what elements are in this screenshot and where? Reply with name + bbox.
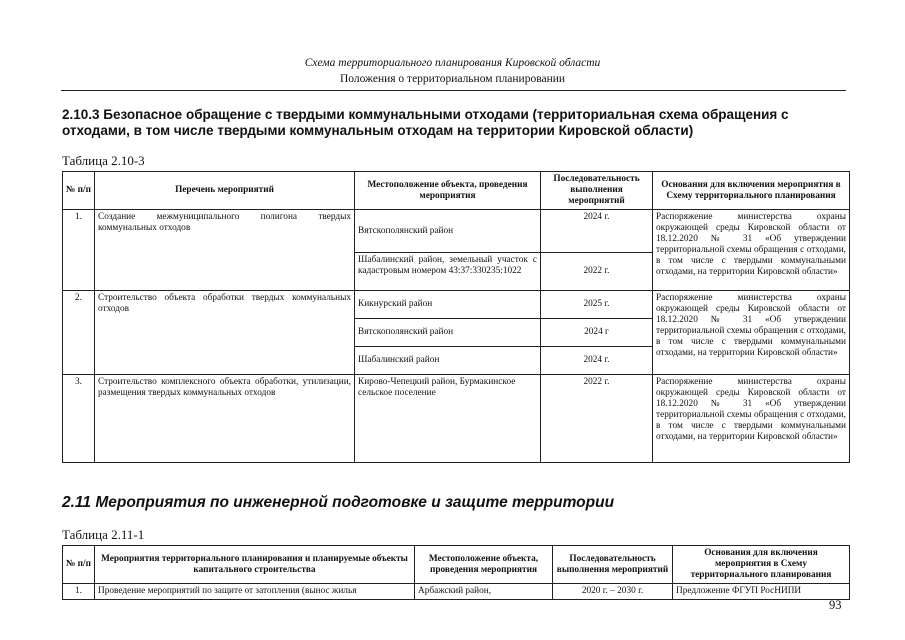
table-row xyxy=(63,375,850,463)
row-year: 2024 г. xyxy=(541,347,653,375)
row-num: 1. xyxy=(63,210,95,291)
row-measure: Строительство объекта обработки твердых коммунальных отходов xyxy=(95,291,355,375)
col-header-location: Местоположение объекта, проведения мероприятия xyxy=(355,172,541,210)
col-header-basis: Основания для включения мероприятия в Схему территориального планирования xyxy=(673,546,850,584)
table-2-11-1 xyxy=(62,545,850,600)
table-header-row xyxy=(63,546,850,584)
row-location: Кикнурский район xyxy=(355,291,541,319)
row-basis: Распоряжение министерства охраны окружающей среды Кировской области от 18.12.2020 № 31 «Об утверждении территориальной схемы обращения с отходами, в том числе с твердыми коммунальными отходами, на территории Кировской области» xyxy=(653,375,850,463)
section-heading-2-10-3: 2.10.3 Безопасное обращение с твердыми коммунальными отходами (территориальная схема обращения с отходами, в том числе твердыми коммунальным отходам на территории Кировской области) xyxy=(62,107,789,138)
row-basis: Распоряжение министерства охраны окружающей среды Кировской области от 18.12.2020 № 31 «Об утверждении территориальной схемы обращения с отходами, в том числе с твердыми коммунальными отходами, на территории Кировской области» xyxy=(653,291,850,375)
table-header-row xyxy=(63,172,850,210)
row-num: 2. xyxy=(63,291,95,375)
row-measure: Строительство комплексного объекта обработки, утилизации, размещения твердых коммунальных отходов xyxy=(95,375,355,463)
col-header-location: Местоположение объекта, проведения мероприятия xyxy=(415,546,553,584)
row-year: 2024 г xyxy=(541,319,653,347)
header-divider xyxy=(61,90,846,91)
col-header-sequence: Последовательность выполнения мероприятий xyxy=(553,546,673,584)
table-caption-2-11-1: Таблица 2.11-1 xyxy=(62,527,145,542)
col-header-num: № п/п xyxy=(63,172,95,210)
row-location: Арбажский район, xyxy=(415,584,553,600)
section-heading-2-11: 2.11 Мероприятия по инженерной подготовке и защите территории xyxy=(62,494,615,511)
row-year: 2022 г. xyxy=(541,253,653,291)
row-location: Шабалинский район, земельный участок с кадастровым номером 43:37:330235:1022 xyxy=(355,253,541,291)
table-row xyxy=(63,210,850,253)
table-caption-2-10-3: Таблица 2.10-3 xyxy=(62,153,145,168)
col-header-measure: Перечень мероприятий xyxy=(95,172,355,210)
col-header-sequence: Последовательность выполнения мероприятий xyxy=(541,172,653,210)
row-measure: Проведение мероприятий по защите от затопления (вынос жилья xyxy=(95,584,415,600)
col-header-num: № п/п xyxy=(63,546,95,584)
row-basis: Распоряжение министерства охраны окружающей среды Кировской области от 18.12.2020 № 31 «Об утверждении территориальной схемы обращения с отходами, в том числе с твердыми коммунальными отходами, на территории Кировской области» xyxy=(653,210,850,291)
row-location: Шабалинский район xyxy=(355,347,541,375)
col-header-basis: Основания для включения мероприятия в Схему территориального планирования xyxy=(653,172,850,210)
row-year: 2024 г. xyxy=(541,210,653,253)
row-year: 2025 г. xyxy=(541,291,653,319)
row-basis: Предложение ФГУП РосНИПИ xyxy=(673,584,850,600)
row-location: Вятскополянский район xyxy=(355,319,541,347)
row-location: Вятскополянский район xyxy=(355,210,541,253)
table-row xyxy=(63,291,850,319)
document-header-subtitle: Положения о территориальном планировании xyxy=(339,73,566,85)
col-header-measure: Мероприятия территориального планирования и планируемые объекты капитального строительства xyxy=(95,546,415,584)
row-period: 2020 г. – 2030 г. xyxy=(553,584,673,600)
row-year: 2022 г. xyxy=(541,375,653,463)
row-num: 1. xyxy=(63,584,95,600)
table-row xyxy=(63,584,850,600)
page-number: 93 xyxy=(829,598,842,612)
table-2-10-3 xyxy=(62,171,850,463)
row-measure: Создание межмуниципального полигона твердых коммунальных отходов xyxy=(95,210,355,291)
document-header-title: Схема территориального планирования Кировской области xyxy=(304,57,601,69)
row-location: Кирово-Чепецкий район, Бурмакинское сельское поселение xyxy=(355,375,541,463)
row-num: 3. xyxy=(63,375,95,463)
